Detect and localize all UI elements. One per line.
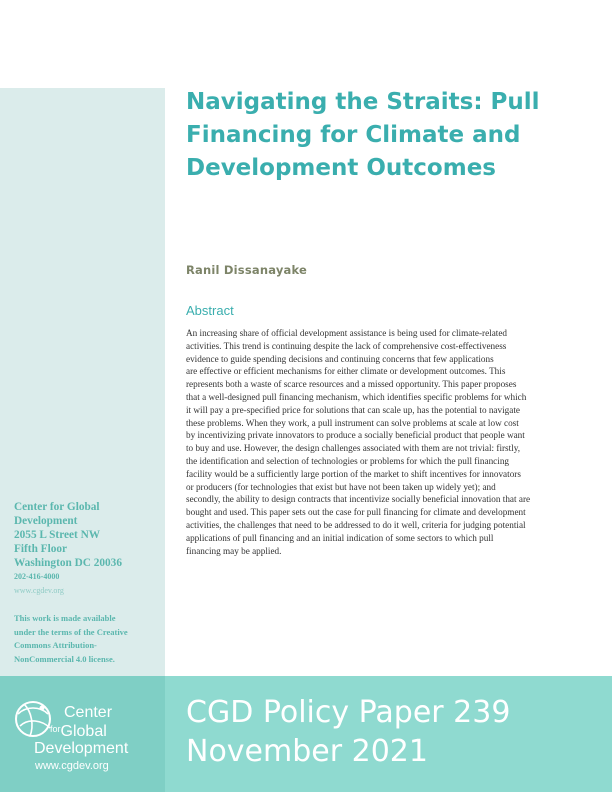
abstract-line: applications of pull financing and an initial indication of some sectors to which pull	[186, 532, 494, 543]
logo-word-global-text: Global	[60, 723, 107, 740]
paper-title	[186, 86, 586, 185]
title-line: Navigating the Straits: Pull	[186, 89, 540, 115]
abstract-line: facility would be a sufficiently large portion of the market to shift incentives for innovators	[186, 468, 521, 479]
website-link[interactable]: www.cgdev.org	[14, 586, 64, 595]
abstract-line: the identification and selection of technologies or problems for which the pull financing	[186, 455, 510, 466]
series-label	[186, 693, 510, 771]
cgd-logo-wordmark	[34, 704, 128, 757]
logo-word-center: Center	[64, 704, 113, 721]
org-name-line: Center for Global	[14, 501, 100, 513]
logo-word-development: Development	[34, 740, 129, 757]
abstract-line: financing may be applied.	[186, 545, 282, 556]
abstract-line: to buy and use. However, the design challenges associated with them are not trivial: firstly,	[186, 443, 521, 454]
abstract-line: it will pay a pre-specified price for solutions that can scale up, has the potential to navigate	[186, 404, 520, 415]
logo-word-for: for	[50, 724, 61, 734]
abstract-line: An increasing share of official development assistance is being used for climate-related	[186, 328, 508, 338]
abstract-line: are effective or efficient mechanisms for either climate or development outcomes. This	[186, 366, 506, 377]
license-note	[14, 612, 162, 666]
title-line: Financing for Climate and	[186, 122, 521, 148]
abstract-line: activities, the challenges that need to be addressed to do it well, criteria for judging potential	[186, 519, 526, 530]
license-line: This work is made available	[14, 613, 116, 623]
license-line: NonCommercial 4.0 license.	[14, 653, 115, 664]
title-line: Development Outcomes	[186, 155, 496, 181]
abstract-line: activities. This trend is continuing despite the lack of comprehensive cost-effectiveness	[186, 340, 507, 351]
org-name-line: Development	[14, 515, 78, 527]
abstract-line: by incentivizing private innovators to produce a socially beneficial product that people want	[186, 430, 525, 441]
abstract-heading: Abstract	[186, 303, 234, 318]
logo-word-global	[34, 721, 128, 740]
abstract-line: these problems. When they work, a pull instrument can solve problems at scale at low cost	[186, 417, 519, 428]
floor-address: Fifth Floor	[14, 543, 68, 555]
street-address: 2055 L Street NW	[14, 529, 101, 541]
abstract-line: bought and used. This paper sets out the case for pull financing for climate and development	[186, 507, 526, 518]
license-line: Commons Attribution-	[14, 640, 97, 650]
abstract-body	[186, 327, 586, 557]
abstract-line: that a well-designed pull financing mechanism, which identifies specific problems for which	[186, 391, 527, 402]
abstract-line: evidence to guide spending decisions and continuing concerns that few applications	[186, 353, 494, 364]
abstract-line: or producers (for technologies that exist but have not been taken up widely yet); and	[186, 481, 496, 492]
abstract-line: secondly, the ability to design contracts that incentivize socially beneficial innovation that are	[186, 494, 531, 505]
author-name: Ranil Dissanayake	[186, 263, 308, 277]
logo-url[interactable]: www.cgdev.org	[35, 760, 109, 772]
phone-number: 202-416-4000	[14, 572, 60, 581]
license-line: under the terms of the Creative	[14, 626, 128, 637]
city-address: Washington DC 20036	[14, 557, 122, 569]
contact-block	[14, 500, 159, 597]
series-number: CGD Policy Paper 239	[186, 695, 511, 730]
publication-date: November 2021	[186, 734, 428, 769]
abstract-line: represents both a waste of scarce resources and a missed opportunity. This paper proposes	[186, 379, 517, 390]
